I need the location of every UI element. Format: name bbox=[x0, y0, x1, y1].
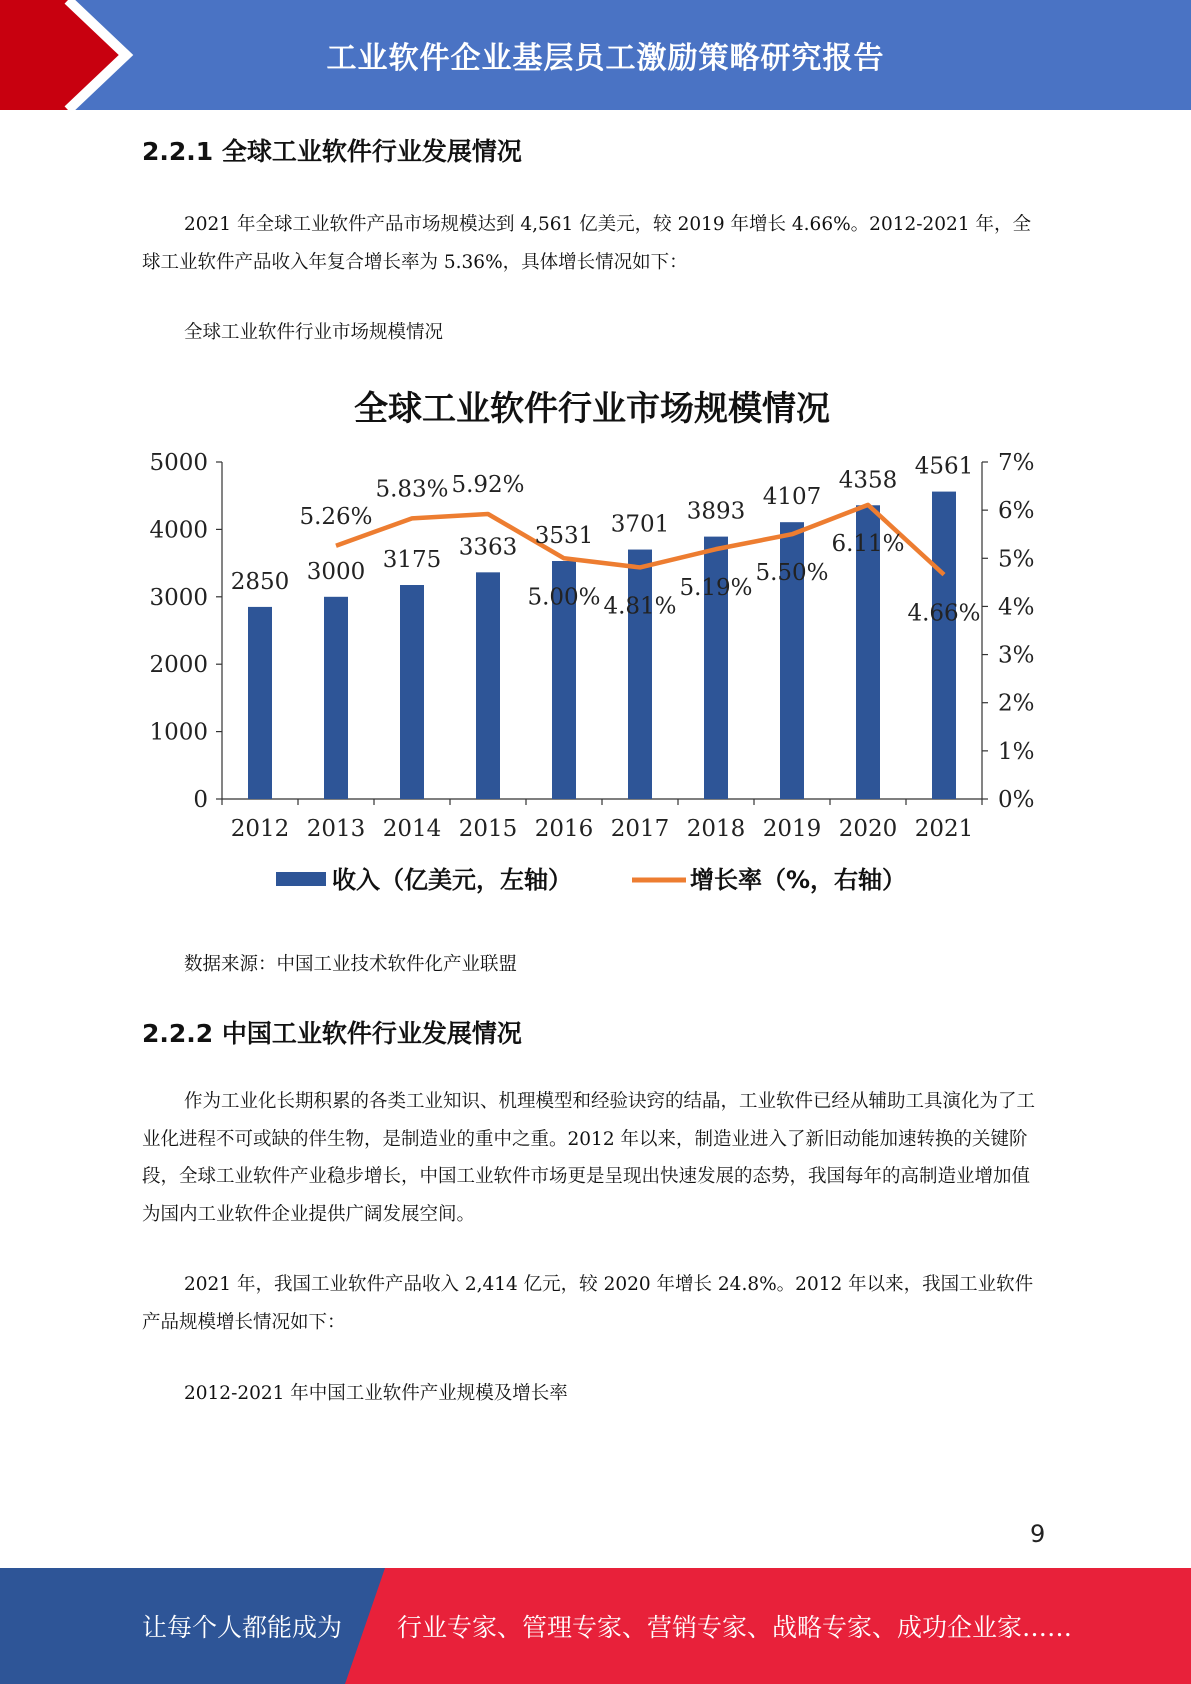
chart-title: 全球工业软件行业市场规模情况 bbox=[354, 389, 830, 429]
bar bbox=[932, 492, 956, 799]
bar bbox=[476, 572, 500, 799]
y-left-tick-label: 0 bbox=[193, 787, 208, 813]
growth-rate-label: 5.83% bbox=[375, 476, 449, 503]
y-left-tick-label: 4000 bbox=[149, 517, 208, 544]
legend-bar-label: 收入（亿美元，左轴） bbox=[332, 866, 572, 894]
bar-value-label: 3531 bbox=[534, 523, 594, 550]
y-right-tick-label: 2% bbox=[998, 690, 1035, 717]
paragraph-china-intro: 作为工业化长期积累的各类工业知识、机理模型和经验诀窍的结晶，工业软件已经从辅助工具演化为了工业化进程不可或缺的伴生物，是制造业的重中之重。2012 年以来，制造业进入了新旧动能加速转换的关键阶段，全球工业软件产业稳步增长，中国工业软件市场更是呈现出快速发展的态势，我国每年的高制造业增加值为国内工业软件企业提供广阔发展空间。 bbox=[142, 1091, 1036, 1225]
bar-value-label: 3000 bbox=[306, 558, 366, 585]
growth-rate-label: 4.66% bbox=[907, 600, 981, 627]
section-heading-global: 2.2.1 全球工业软件行业发展情况 bbox=[142, 137, 522, 166]
legend-bar-swatch bbox=[276, 872, 326, 886]
bar-value-label: 4358 bbox=[838, 467, 898, 494]
y-right-tick-label: 7% bbox=[998, 450, 1035, 476]
bar bbox=[400, 585, 424, 799]
bar bbox=[324, 597, 348, 799]
growth-rate-label: 5.00% bbox=[527, 584, 601, 611]
growth-rate-label: 4.81% bbox=[603, 593, 677, 620]
section-heading-china: 2.2.2 中国工业软件行业发展情况 bbox=[142, 1019, 522, 1048]
bar-value-label: 3175 bbox=[382, 547, 442, 574]
bar bbox=[628, 550, 652, 799]
y-right-tick-label: 4% bbox=[998, 594, 1035, 621]
x-tick-label: 2021 bbox=[914, 816, 974, 842]
bar-value-label: 3701 bbox=[610, 511, 670, 538]
x-tick-label: 2019 bbox=[762, 816, 822, 842]
bar bbox=[248, 607, 272, 799]
growth-rate-label: 5.26% bbox=[299, 503, 373, 530]
paragraph-china-revenue: 2021 年，我国工业软件产品收入 2,414 亿元，较 2020 年增长 24.8%。2012 年以来，我国工业软件产品规模增长情况如下： bbox=[142, 1274, 1034, 1333]
legend-line-label: 增长率（%，右轴） bbox=[690, 866, 907, 894]
bar-value-label: 4107 bbox=[762, 484, 822, 511]
y-right-tick-label: 1% bbox=[998, 738, 1035, 765]
x-tick-label: 2016 bbox=[534, 816, 594, 842]
x-tick-label: 2015 bbox=[458, 816, 518, 842]
y-left-tick-label: 1000 bbox=[149, 719, 208, 746]
paragraph-global-market: 2021 年全球工业软件产品市场规模达到 4,561 亿美元，较 2019 年增长 4.66%。2012-2021 年，全球工业软件产品收入年复合增长率为 5.36%，具体增长情况如下： bbox=[142, 214, 1031, 273]
y-right-tick-label: 0% bbox=[998, 787, 1035, 813]
bar-value-label: 4561 bbox=[914, 453, 974, 480]
y-right-tick-label: 3% bbox=[998, 642, 1035, 669]
bar-value-label: 3363 bbox=[458, 534, 518, 561]
y-right-tick-label: 5% bbox=[998, 546, 1035, 573]
footer-slogan-left: 让每个人都能成为 bbox=[142, 1613, 343, 1642]
figure-caption-global: 全球工业软件行业市场规模情况 bbox=[184, 322, 444, 343]
footer-slogan-right: 行业专家、管理专家、营销专家、战略专家、成功企业家…… bbox=[397, 1613, 1073, 1642]
y-left-tick-label: 2000 bbox=[149, 652, 208, 679]
report-title: 工业软件企业基层员工激励策略研究报告 bbox=[326, 41, 885, 76]
bar-value-label: 2850 bbox=[230, 568, 290, 595]
x-tick-label: 2020 bbox=[838, 816, 898, 842]
page-footer bbox=[0, 1568, 1191, 1684]
growth-rate-label: 5.92% bbox=[451, 471, 525, 498]
growth-rate-label: 5.19% bbox=[679, 575, 753, 602]
x-tick-label: 2017 bbox=[610, 816, 670, 842]
data-source: 数据来源：中国工业技术软件化产业联盟 bbox=[184, 954, 518, 975]
y-left-tick-label: 5000 bbox=[149, 450, 208, 476]
global-market-chart bbox=[130, 372, 1035, 912]
x-tick-label: 2013 bbox=[306, 816, 366, 842]
page-number: 9 bbox=[1030, 1520, 1046, 1548]
growth-rate-label: 5.50% bbox=[755, 560, 829, 587]
x-tick-label: 2014 bbox=[382, 816, 442, 842]
growth-rate-label: 6.11% bbox=[831, 530, 905, 557]
bar-value-label: 3893 bbox=[686, 498, 746, 525]
y-left-tick-label: 3000 bbox=[149, 584, 208, 611]
page-header bbox=[0, 0, 1191, 110]
header-arrow-icon bbox=[0, 0, 160, 110]
x-tick-label: 2012 bbox=[230, 816, 290, 842]
figure-caption-china: 2012-2021 年中国工业软件产业规模及增长率 bbox=[184, 1383, 568, 1404]
y-right-tick-label: 6% bbox=[998, 498, 1035, 525]
x-tick-label: 2018 bbox=[686, 816, 746, 842]
